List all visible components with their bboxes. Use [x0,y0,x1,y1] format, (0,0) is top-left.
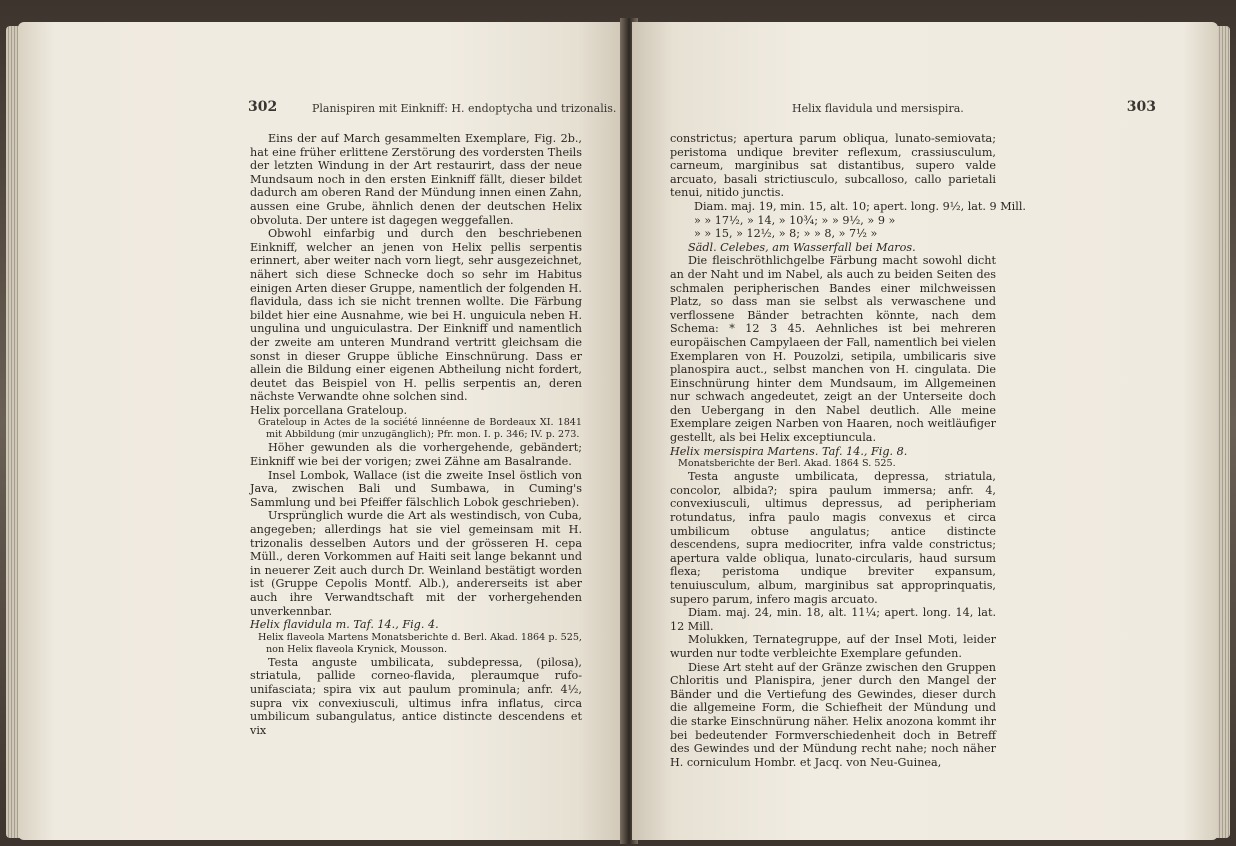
paragraph: constrictus; apertura parum obliqua, lunato-semiovata; peristoma undique breviter reflexum, crassiusculum, carneum, marginibus sat distantibus, supero valde arcuato, basali strictiusculo, subcalloso, callo parietali tenui, nitido junctis. [670,132,996,200]
running-head: Helix flavidula und mersispira. [792,102,964,115]
measurement-line: Diam. maj. 24, min. 18, alt. 11¼; apert. long. 14, lat. 12 Mill. [670,606,996,633]
species-heading: Helix porcellana Grateloup. [250,403,408,417]
species-heading: Helix flavidula m. Taf. 14., Fig. 4. [250,618,439,632]
citation: Helix flaveola Martens Monatsberichte d. Berl. Akad. 1864 p. 525, non Helix flaveola Krynick, Mousson. [258,631,582,655]
left-page [18,22,626,840]
paragraph: Insel Lombok, Wallace (ist die zweite Insel östlich von Java, zwischen Bali und Sumbawa, in Cuming's Sammlung und bei Pfeiffer fälschlich Lobok geschrieben). [250,468,582,509]
page-number: 302 [248,99,278,115]
paragraph: Testa anguste umbilicata, subdepressa, (pilosa), striatula, pallide corneo-flavida, pleraumque rufo-unifasciata; spira vix aut paulum prominula; anfr. 4½, supra vix convexiusculi, ultimus infra inflatus, circa umbilicum subangulatus, antice distincte descendens et vix [250,655,582,737]
right-page-edges [1216,26,1230,838]
paragraph: Höher gewunden als die vorhergehende, gebändert; Einkniff wie bei der vorigen; zwei Zähne am Basalrande. [250,441,582,469]
paragraph: Eins der auf March gesammelten Exemplare, Fig. 2b., hat eine früher erlittene Zerstörung des vordersten Theils der letzten Windung in der Art restaurirt, dass der neue Mundsaum noch in den ersten Einkniff fällt, dieser bildet dadurch am oberen Rand der Mündung innen einen Zahn, aussen eine Grube, ähnlich denen der deutschen Helix obvoluta. Der untere ist dagegen weggefallen. [250,132,582,227]
locality: Molukken, Ternategruppe, auf der Insel Moti, leider wurden nur todte verbleichte Exemplare gefunden. [670,633,996,660]
measurement-line: » » 15, » 12½, » 8; » » 8, » 7½ » [694,227,878,241]
paragraph: Testa anguste umbilicata, depressa, striatula, concolor, albida?; spira paulum immersa; anfr. 4, convexiusculi, ultimus depressus, ad peripheriam rotundatus, infra paulo magis convexus et circa umbilicum obtuse angulatus; antice distincte descendens, supra mediocriter, infra valde constrictus; apertura valde obliqua, lunato-circularis, haud sursum flexa; peristoma undique breviter expansum, tenuiusculum, album, marginibus sat approprinquatis, supero parum, infero magis arcuato. [670,470,996,606]
measurement-line: » » 17½, » 14, » 10¾; » » 9½, » 9 » [694,213,896,227]
left-page-text [250,132,582,737]
measurement-line: Diam. maj. 19, min. 15, alt. 10; apert. long. 9½, lat. 9 Mill. [694,199,1026,213]
paragraph: Die fleischröthlichgelbe Färbung macht sowohl dicht an der Naht und im Nabel, als auch zu beiden Seiten des schmalen peripherischen Bandes einer milchweissen Platz, so dass man sie selbst als verwaschene und verflossene Bänder betrachten könnte, nach dem Schema: * 12 3 45. Aehnliches ist bei mehreren europäischen Campylaeen der Fall, namentlich bei vielen Exemplaren von H. Pouzolzi, setipila, umbilicaris sive planospira auct., selbst manchen von H. cingulata. Die Einschnürung hinter dem Mundsaum, im Allgemeinen nur schwach angedeutet, zeigt an der Unterseite doch den Uebergang in den Nabel deutlich. Alle meine Exemplare zeigen Narben von Haaren, noch weitläufiger gestellt, als bei Helix exceptiuncula. [670,254,996,445]
locality: Sädl. Celebes, am Wasserfall bei Maros. [688,240,916,254]
citation: Monatsberichte der Berl. Akad. 1864 S. 525. [678,458,896,470]
citation: Grateloup in Actes de la société linnéenne de Bordeaux XI. 1841 mit Abbildung (mir unzugänglich); Pfr. mon. I. p. 346; IV. p. 273. [258,417,582,441]
paragraph: Obwohl einfarbig und durch den beschriebenen Einkniff, welcher an jenen von Helix pellis serpentis erinnert, aber weiter nach vorn liegt, sehr ausgezeichnet, nähert sich diese Schnecke doch so sehr im Habitus einigen Arten dieser Gruppe, namentlich der folgenden H. flavidula, dass ich sie nicht trennen wollte. Die Färbung bildet hier eine Ausnahme, wie bei H. unguicula neben H. ungulina und unguiculastra. Der Einkniff und namentlich der zweite am unteren Mundrand vertritt gleichsam die sonst in dieser Gruppe übliche Einschnürung. Dass er allein die Bildung einer eigenen Abtheilung nicht fordert, deutet das Beispiel von H. pellis serpentis an, deren nächste Verwandte ohne solchen sind. [250,227,582,404]
paragraph: Ursprünglich wurde die Art als westindisch, von Cuba, angegeben; allerdings hat sie viel gemeinsam mit H. trizonalis desselben Autors und der grösseren H. cepa Müll., deren Vorkommen auf Haiti seit lange bekannt und in neuerer Zeit auch durch Dr. Weinland bestätigt worden ist (Gruppe Cepolis Montf. Alb.), andererseits ist aber auch ihre Verwandtschaft mit der vorhergehenden unverkennbar. [250,509,582,618]
paragraph: Diese Art steht auf der Gränze zwischen den Gruppen Chloritis und Planispira, jener durch den Mangel der Bänder und die Vertiefung des Gewindes, dieser durch die allgemeine Form, die Schiefheit der Mündung und die starke Einschnürung näher. Helix anozona kommt ihr bei bedeutender Formverschiedenheit doch in Betreff des Gewindes und der Mündung recht nahe; noch näher H. corniculum Hombr. et Jacq. von Neu-Guinea, [670,660,996,769]
page-number: 303 [1126,99,1156,115]
right-page-text [670,132,1026,769]
species-heading: Helix mersispira Martens. Taf. 14., Fig. 8. [670,444,908,458]
right-page [632,22,1218,840]
running-head: Planispiren mit Einkniff: H. endoptycha und trizonalis. [312,102,617,115]
